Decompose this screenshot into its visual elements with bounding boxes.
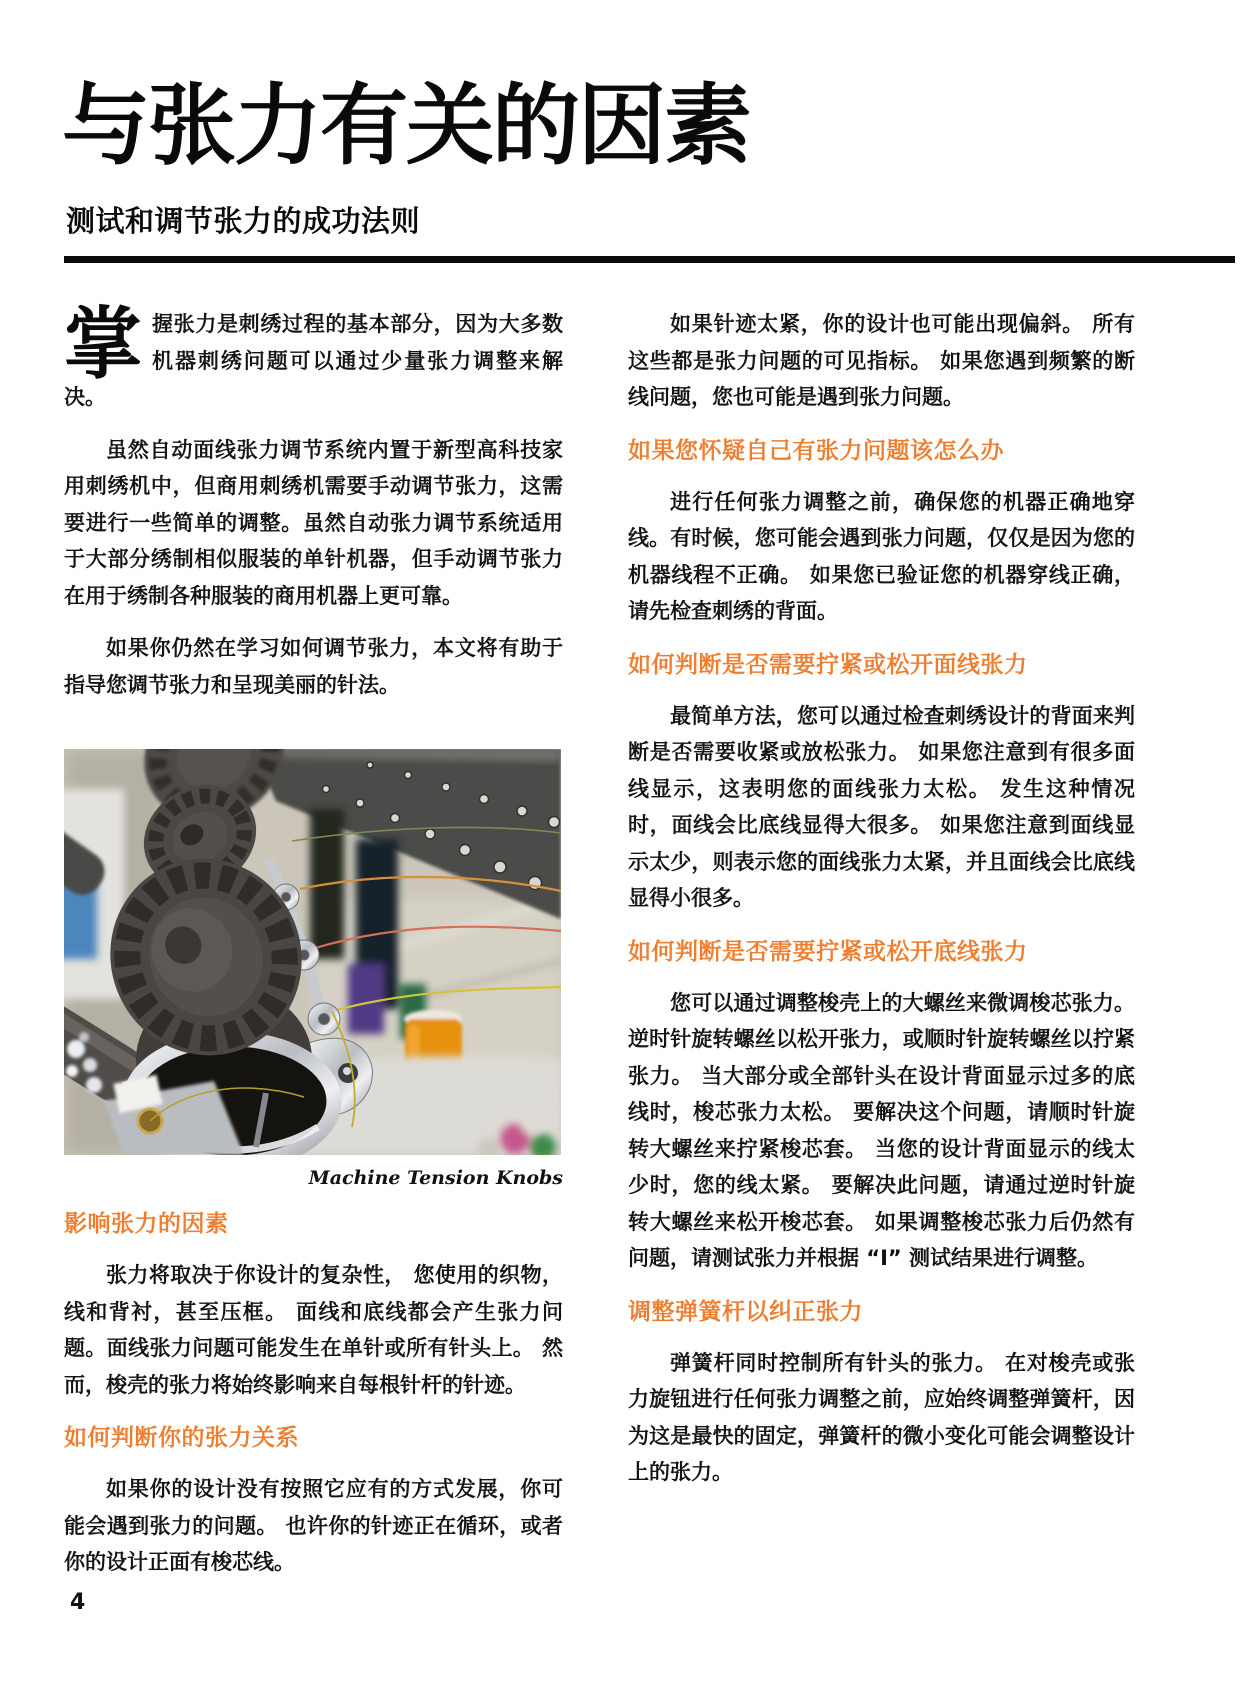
dropcap: 掌 — [64, 300, 143, 390]
paragraph-factors: 张力将取决于你设计的复杂性， 您使用的织物，线和背衬，甚至压框。 面线和底线都会产生张力问题。面线张力问题可能发生在单针或所有针头上。 然而，梭壳的张力将始终影响来自每根针杆的针迹。 — [64, 1263, 563, 1397]
paragraph-auto-systems: 虽然自动面线张力调节系统内置于新型高科技家用刺绣机中，但商用刺绣机需要手动调节张力，这需要进行一些简单的调整。虽然自动张力调节系统适用于大部分绣制相似服装的单针机器，但手动调节张力在用于绣制各种服装的商用机器上更可靠。 — [64, 437, 563, 608]
paragraph-learning: 如果你仍然在学习如何调节张力，本文将有助于指导您调节张力和呈现美丽的针法。 — [64, 636, 563, 697]
heading-suspect-tension-problem: 如果您怀疑自己有张力问题该怎么办 — [628, 437, 1004, 464]
heading-bobbin-tension: 如何判断是否需要拧紧或松开底线张力 — [628, 938, 1028, 965]
paragraph-suspect: 进行任何张力调整之前，确保您的机器正确地穿线。有时候，您可能会遇到张力问题，仅仅是因为您的机器线程不正确。 如果您已验证您的机器穿线正确，请先检查刺绣的背面。 — [628, 489, 1135, 623]
header-rule — [64, 256, 1235, 263]
heading-factors-affecting-tension: 影响张力的因素 — [64, 1211, 229, 1237]
left-column — [64, 300, 563, 1597]
intro-paragraph — [64, 300, 563, 416]
page-title: 与张力有关的因素 — [62, 74, 751, 177]
page-number: 4 — [70, 1590, 86, 1615]
paragraph-spring-bar: 弹簧杆同时控制所有针头的张力。 在对梭壳或张力旋钮进行任何张力调整之前，应始终调整弹簧杆，因为这是最快的固定，弹簧杆的微小变化可能会调整设计上的张力。 — [628, 1350, 1135, 1484]
heading-judge-tension-relationship: 如何判断你的张力关系 — [64, 1425, 299, 1451]
page-subtitle: 测试和调节张力的成功法则 — [66, 204, 421, 238]
intro-text: 握张力是刺绣过程的基本部分，因为大多数机器刺绣问题可以通过少量张力调整来解决。 — [64, 312, 563, 409]
photo-caption: Machine Tension Knobs — [308, 1167, 563, 1189]
machine-tension-knobs-photo — [64, 749, 561, 1155]
tension-knobs-illustration — [64, 749, 561, 1155]
paragraph-indicators: 如果针迹太紧，你的设计也可能出现偏斜。 所有这些都是张力问题的可见指标。 如果您遇到频繁的断线问题，您也可能是遇到张力问题。 — [628, 312, 1135, 409]
right-column — [628, 306, 1135, 1507]
heading-upper-thread-tension: 如何判断是否需要拧紧或松开面线张力 — [628, 651, 1028, 678]
paragraph-bobbin: 您可以通过调整梭壳上的大螺丝来微调梭芯张力。 逆时针旋转螺丝以松开张力，或顺时针旋转螺丝以拧紧张力。 当大部分或全部针头在设计背面显示过多的底线时，梭芯张力太松。 要解决这个问题，请顺时针旋转大螺丝来拧紧梭芯套。 当您的设计背面显示的线太少时，您的线太紧。 要解决此问题，请通过逆时针旋转大螺丝来松开梭芯套。 如果调整梭芯张力后仍然有问题，请测试张力并根据 “I” 测试结果进行调整。 — [628, 990, 1135, 1270]
heading-spring-bar: 调整弹簧杆以纠正张力 — [628, 1298, 863, 1325]
paragraph-judge: 如果你的设计没有按照它应有的方式发展，你可能会遇到张力的问题。 也许你的针迹正在循环，或者你的设计正面有梭芯线。 — [64, 1477, 563, 1574]
paragraph-upper-thread: 最简单方法，您可以通过检查刺绣设计的背面来判断是否需要收紧或放松张力。 如果您注意到有很多面线显示，这表明您的面线张力太松。 发生这种情况时，面线会比底线显得大很多。 如果您注意到面线显示太少，则表示您的面线张力太紧，并且面线会比底线显得小很多。 — [628, 703, 1135, 910]
